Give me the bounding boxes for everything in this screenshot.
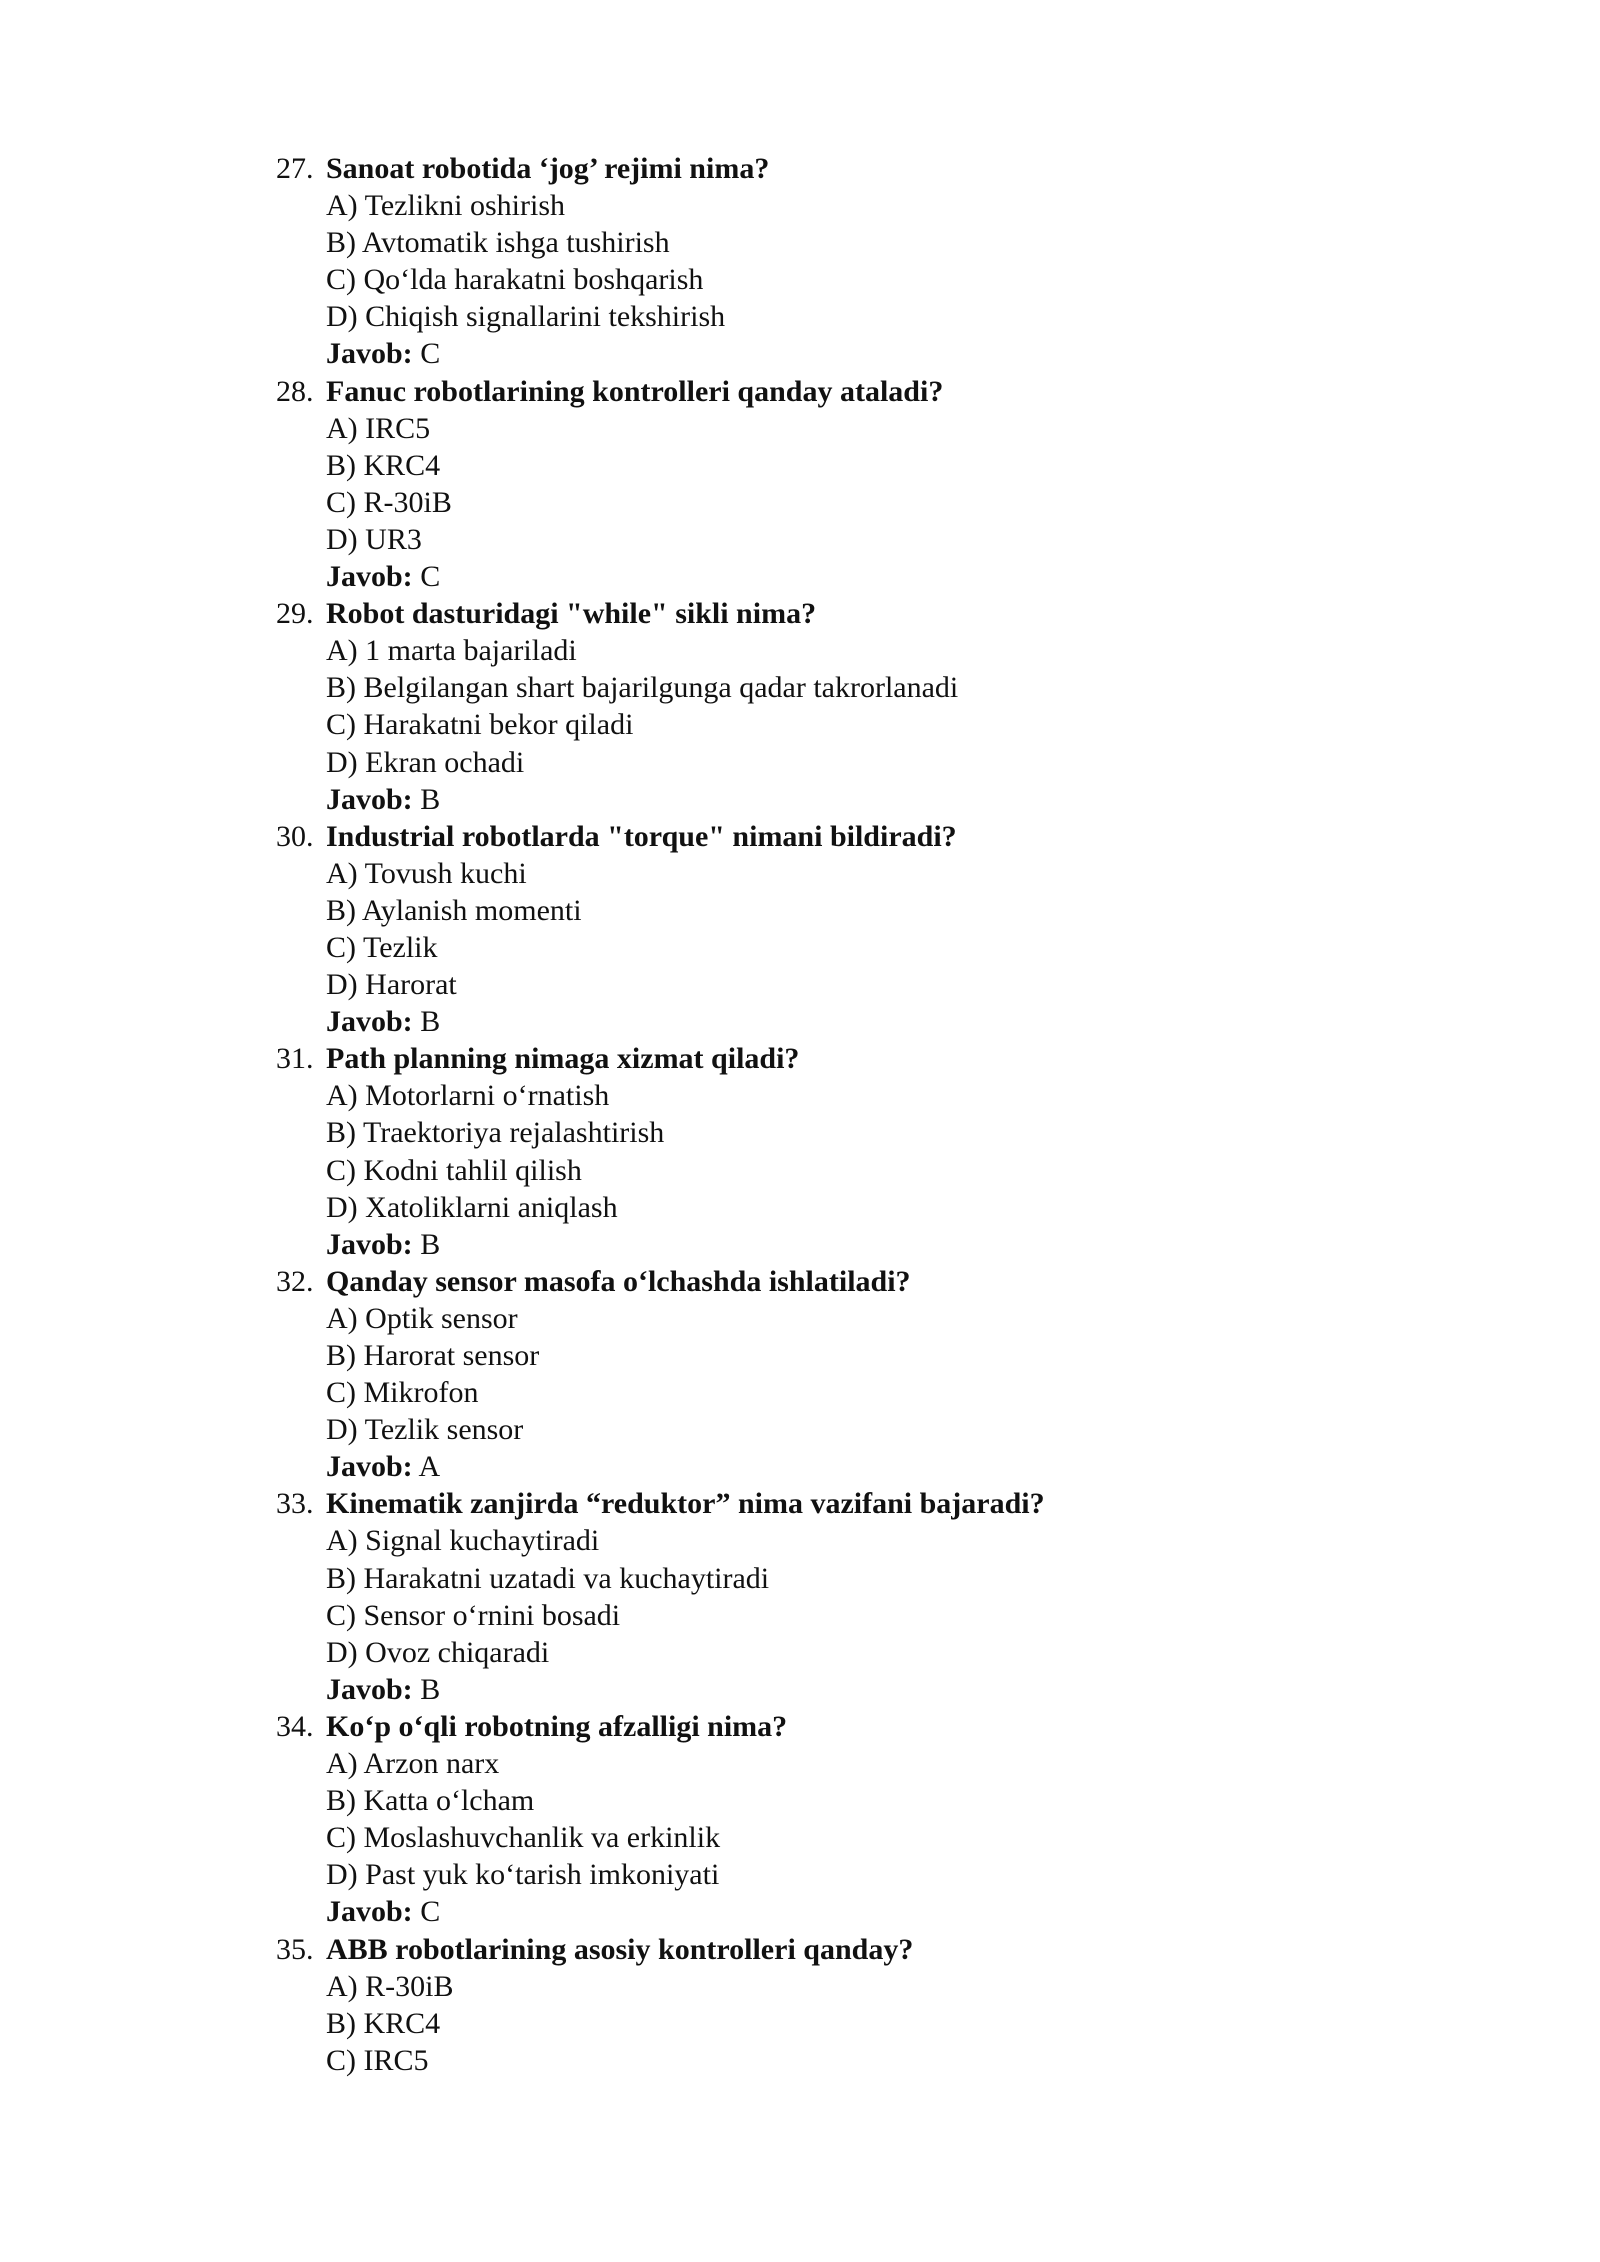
option-a: A) Motorlarni o‘rnatish — [326, 1079, 610, 1113]
option-c: C) IRC5 — [326, 2043, 429, 2077]
option-c: C) Mikrofon — [326, 1376, 479, 1410]
question-heading — [276, 818, 1376, 855]
question-heading — [276, 1263, 1376, 1300]
option-a: A) Tezlikni oshirish — [326, 189, 565, 223]
question-list — [276, 150, 1376, 2079]
question-number: 33. — [276, 1487, 314, 1521]
option-d: D) Xatoliklarni aniqlash — [326, 1190, 618, 1224]
question-number: 30. — [276, 819, 314, 853]
question-28 — [276, 373, 1376, 596]
question-text: Path planning nimaga xizmat qiladi? — [326, 1042, 800, 1076]
answer-line — [276, 1226, 1376, 1263]
question-text: Sanoat robotida ‘jog’ rejimi nima? — [326, 152, 770, 185]
answer-label: Javob: — [326, 560, 413, 594]
question-heading — [276, 373, 1376, 410]
option-b: B) Katta o‘lcham — [326, 1784, 535, 1818]
option-b: B) Belgilangan shart bajarilgunga qadar takrorlanadi — [326, 671, 959, 705]
option-a: A) Optik sensor — [326, 1301, 518, 1335]
answer-label: Javob: — [326, 1450, 413, 1484]
answer-value: B — [420, 782, 441, 816]
question-35 — [276, 1931, 1376, 2079]
question-number: 32. — [276, 1264, 314, 1298]
question-29 — [276, 595, 1376, 818]
option-b: B) Traektoriya rejalashtirish — [326, 1116, 665, 1150]
option-c: C) R-30iB — [326, 485, 452, 519]
question-heading — [276, 1485, 1376, 1522]
option-d: D) Past yuk ko‘tarish imkoniyati — [326, 1858, 720, 1892]
option-c: C) Sensor o‘rnini bosadi — [326, 1598, 621, 1632]
answer-value: C — [420, 337, 441, 371]
answer-label: Javob: — [326, 337, 413, 371]
answer-label: Javob: — [326, 1005, 413, 1039]
answer-line — [276, 1893, 1376, 1930]
answer-label: Javob: — [326, 1672, 413, 1706]
question-27 — [276, 150, 1376, 373]
question-31 — [276, 1040, 1376, 1263]
option-b: B) Harakatni uzatadi va kuchaytiradi — [326, 1561, 770, 1595]
option-b: B) Aylanish momenti — [326, 893, 582, 927]
option-d: D) Ovoz chiqaradi — [326, 1635, 550, 1669]
option-d: D) Chiqish signallarini tekshirish — [326, 300, 726, 334]
question-number: 29. — [276, 597, 314, 631]
option-c: C) Tezlik — [326, 930, 438, 964]
option-c: C) Harakatni bekor qiladi — [326, 708, 634, 742]
option-d: D) Ekran ochadi — [326, 745, 525, 779]
question-text: Qanday sensor masofa o‘lchashda ishlatiladi? — [326, 1264, 911, 1298]
answer-label: Javob: — [326, 782, 413, 816]
answer-value: B — [420, 1005, 441, 1039]
question-number: 28. — [276, 374, 314, 408]
option-b: B) Avtomatik ishga tushirish — [326, 226, 670, 260]
option-b: B) KRC4 — [326, 2006, 441, 2040]
question-text: Ko‘p o‘qli robotning afzalligi nima? — [326, 1709, 788, 1743]
option-d: D) UR3 — [326, 522, 422, 556]
option-c: C) Qo‘lda harakatni boshqarish — [326, 263, 704, 297]
question-number: 35. — [276, 1932, 314, 1966]
question-33 — [276, 1485, 1376, 1708]
question-number: 31. — [276, 1042, 314, 1076]
question-text: Kinematik zanjirda “reduktor” nima vazifani bajaradi? — [326, 1487, 1045, 1521]
answer-label: Javob: — [326, 1895, 413, 1929]
question-heading — [276, 1040, 1376, 1077]
question-number: 27. — [276, 152, 314, 185]
option-b: B) Harorat sensor — [326, 1339, 540, 1372]
answer-value: B — [420, 1672, 441, 1706]
option-a: A) 1 marta bajariladi — [326, 634, 577, 668]
question-text: Robot dasturidagi "while" sikli nima? — [326, 597, 817, 631]
answer-value: B — [420, 1227, 441, 1261]
option-a: A) IRC5 — [326, 411, 431, 445]
question-text: Industrial robotlarda "torque" nimani bildiradi? — [326, 819, 957, 853]
answer-line — [276, 1448, 1376, 1485]
option-b: B) KRC4 — [326, 448, 441, 482]
answer-line — [276, 1003, 1376, 1040]
answer-line — [276, 1671, 1376, 1708]
question-32 — [276, 1263, 1376, 1486]
answer-value: A — [418, 1450, 441, 1484]
option-d: D) Harorat — [326, 968, 457, 1002]
option-d: D) Tezlik sensor — [326, 1413, 524, 1447]
answer-value: C — [420, 560, 441, 594]
option-a: A) R-30iB — [326, 1969, 454, 2003]
answer-value: C — [420, 1895, 441, 1929]
question-heading — [276, 1708, 1376, 1745]
answer-line — [276, 781, 1376, 818]
answer-line — [276, 558, 1376, 595]
option-a: A) Tovush kuchi — [326, 856, 527, 890]
question-text: ABB robotlarining asosiy kontrolleri qanday? — [326, 1932, 914, 1966]
question-text: Fanuc robotlarining kontrolleri qanday ataladi? — [326, 374, 944, 408]
question-30 — [276, 818, 1376, 1041]
answer-line — [276, 335, 1376, 372]
question-heading — [276, 150, 1376, 187]
option-c: C) Moslashuvchanlik va erkinlik — [326, 1821, 721, 1855]
question-heading — [276, 595, 1376, 632]
option-a: A) Signal kuchaytiradi — [326, 1524, 600, 1558]
option-c: C) Kodni tahlil qilish — [326, 1153, 582, 1187]
question-heading — [276, 1931, 1376, 1968]
answer-label: Javob: — [326, 1227, 413, 1261]
question-number: 34. — [276, 1709, 314, 1743]
question-34 — [276, 1708, 1376, 1931]
option-a: A) Arzon narx — [326, 1747, 500, 1781]
